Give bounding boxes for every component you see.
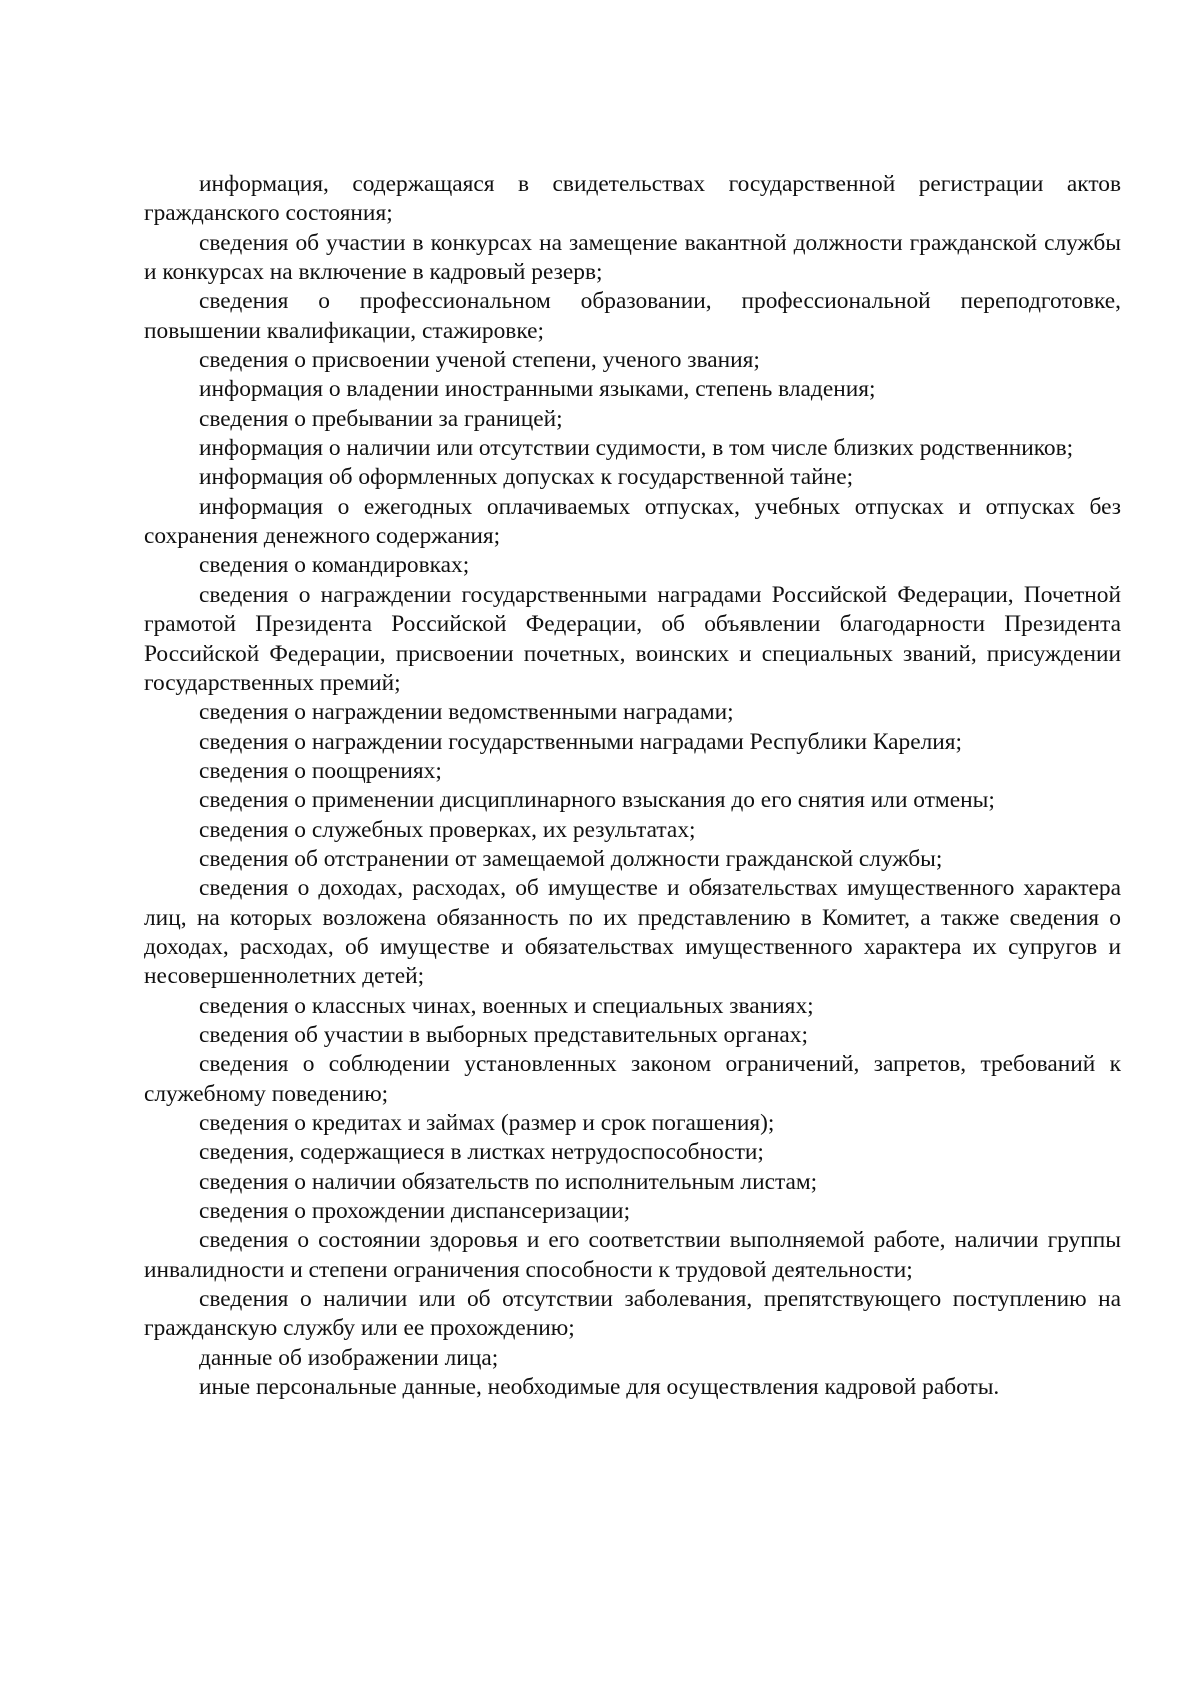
list-item: информация о ежегодных оплачиваемых отпусках, учебных отпусках и отпусках без сохранения денежного содержания; — [144, 493, 1121, 550]
list-item: сведения об участии в выборных представительных органах; — [199, 1021, 808, 1048]
list-item: сведения о применении дисциплинарного взыскания до его снятия или отмены; — [199, 787, 995, 814]
list-item: сведения о состоянии здоровья и его соответствии выполняемой работе, наличии группы инвалидности и степени ограничения способности к трудовой деятельности; — [144, 1227, 1121, 1283]
list-item: сведения о соблюдении установленных законом ограничений, запретов, требований к служебному поведению; — [144, 1051, 1121, 1107]
list-item: сведения об отстранении от замещаемой должности гражданской службы; — [199, 845, 943, 872]
list-item: сведения о присвоении ученой степени, ученого звания; — [199, 347, 760, 374]
list-item: данные об изображении лица; — [199, 1344, 499, 1371]
list-item: сведения о командировках; — [199, 552, 470, 579]
list-item: сведения о прохождении диспансеризации; — [199, 1198, 631, 1225]
list-item: сведения о кредитах и займах (размер и срок погашения); — [199, 1110, 775, 1136]
list-item: информация о владении иностранными языками, степень владения; — [199, 376, 876, 403]
list-item: сведения, содержащиеся в листках нетрудоспособности; — [199, 1139, 764, 1166]
list-item: сведения о награждении государственными наградами Республики Карелия; — [199, 728, 963, 755]
list-item: информация о наличии или отсутствии судимости, в том числе близких родственников; — [199, 435, 1074, 462]
list-item: сведения о служебных проверках, их результатах; — [199, 816, 696, 843]
personal-data-list — [144, 170, 1121, 1402]
list-item: сведения о классных чинах, военных и специальных званиях; — [199, 992, 814, 1019]
list-item: сведения о пребывании за границей; — [199, 405, 563, 432]
list-item: сведения о наличии обязательств по исполнительным листам; — [199, 1168, 818, 1195]
list-item: иные персональные данные, необходимые для осуществления кадровой работы. — [199, 1374, 1000, 1401]
list-item: сведения о доходах, расходах, об имуществе и обязательствах имущественного характера лиц, на которых возложена обязанность по их представлению в Комитет, а также сведения о доходах, расходах, об имуществе и обязательствах имущественного характера их супругов и несовершеннолетних детей; — [144, 875, 1121, 990]
list-item: информация, содержащаяся в свидетельствах государственной регистрации актов гражданского состояния; — [144, 171, 1121, 227]
list-item: сведения о награждении ведомственными наградами; — [199, 699, 734, 726]
list-item: сведения о профессиональном образовании, профессиональной переподготовке, повышении квалификации, стажировке; — [144, 288, 1121, 344]
list-item: сведения о наличии или об отсутствии заболевания, препятствующего поступлению на гражданскую службу или ее прохождению; — [144, 1286, 1121, 1342]
list-item: информация об оформленных допусках к государственной тайне; — [199, 464, 854, 491]
list-item: сведения о поощрениях; — [199, 757, 442, 784]
list-item: сведения об участии в конкурсах на замещение вакантной должности гражданской службы и конкурсах на включение в кадровый резерв; — [144, 229, 1121, 286]
list-item: сведения о награждении государственными наградами Российской Федерации, Почетной грамотой Президента Российской Федерации, об объявлении благодарности Президента Российской Федерации, присвоении почетных, воинских и специальных званий, присуждении государственных премий; — [144, 581, 1121, 696]
